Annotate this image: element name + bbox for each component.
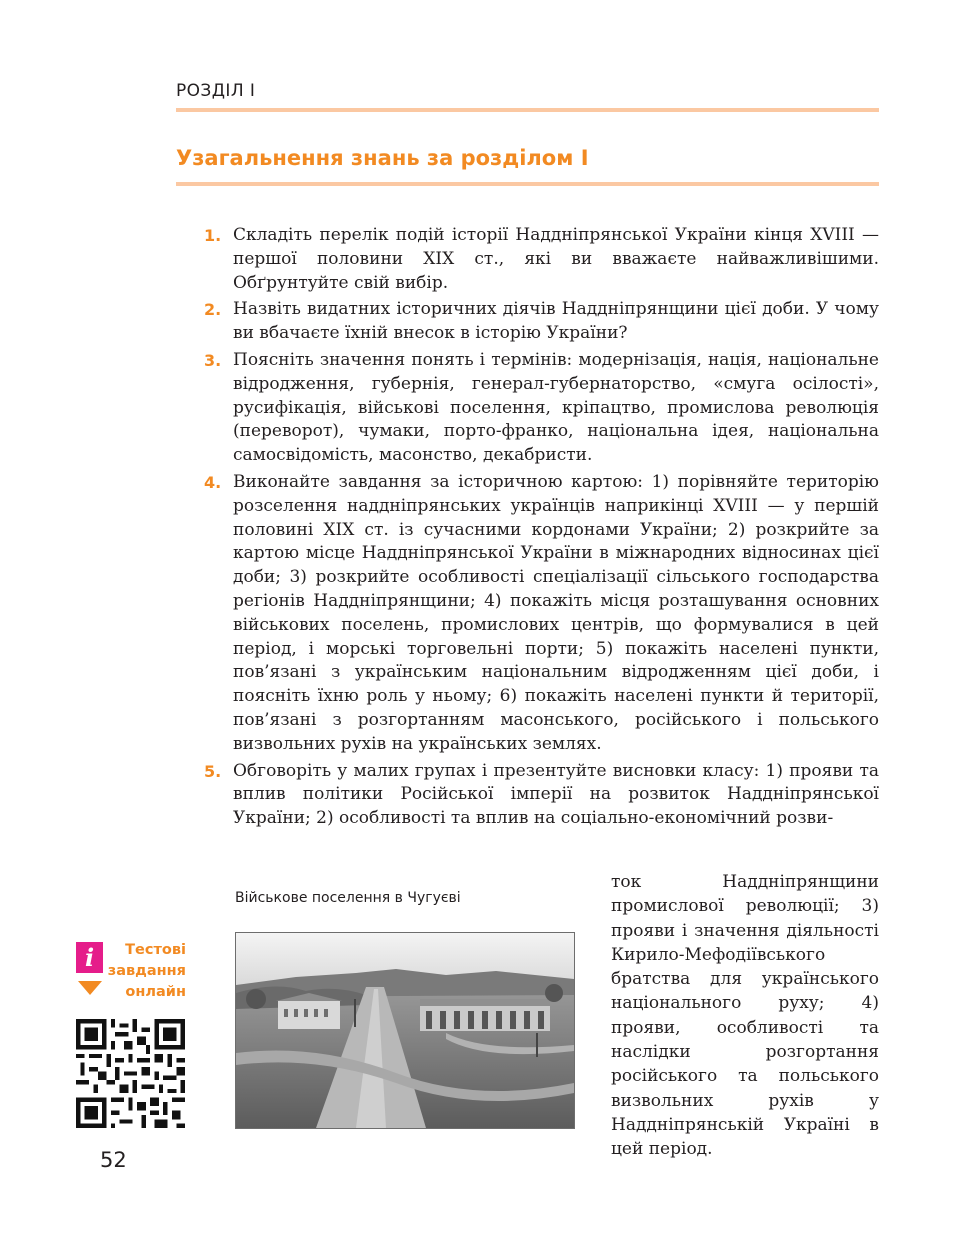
task-text: Назвіть видатних історичних діячів Наддніпрянщини цієї доби. У чому ви вбачаєте їхній внесок в історію України? [233, 299, 879, 344]
task-item [200, 298, 879, 346]
task-text: Складіть перелік подій історії Наддніпрянської України кінця XVIII — першої половини XIX ст., які ви вважаєте найважливішими. Обґрунтуйте свій вибір. [233, 225, 879, 293]
title-rule [176, 182, 879, 186]
task-text: Обговоріть у малих групах і презентуйте висновки класу: 1) прояви та вплив політики Російської імперії на розвиток Наддніпрянської України; 2) особливості та вплив на соціально-економічний розви- [233, 760, 879, 829]
chapter-label: РОЗДІЛ І [176, 81, 256, 101]
online-tests-label[interactable] [106, 940, 186, 1003]
task-item [200, 224, 879, 295]
task-number: 5. [204, 761, 222, 781]
online-tests-line: завдання [107, 963, 186, 979]
task-number: 2. [204, 300, 222, 320]
arrow-down-icon [78, 981, 102, 995]
section-title: Узагальнення знань за розділом І [176, 146, 589, 170]
task-number: 3. [204, 350, 222, 370]
task-item [200, 760, 879, 831]
online-tests-line: онлайн [125, 984, 186, 1000]
task-5-continuation: ток Наддніпрянщини промислової революції; 3) прояви і значення діяльності Кирило-Мефодіївського братства для українського національного руху; 4) прояви, особливості та наслідки розгортання російського та польського визвольних рухів у Наддніпрянській Україні в цей період. [611, 872, 879, 1160]
page-number: 52 [100, 1148, 127, 1172]
task-text: Виконайте завдання за історичною картою: 1) порівняйте територію розселення наддніпрянських українців наприкінці XVIII — у першій половині XIX ст. із сучасними кордонами України; 2) розкрийте за картою місце Наддніпрянської України в міжнародних відносинах цієї доби; 3) розкрийте особливості спеціалізації сільського господарства регіонів Наддніпрянщини; 4) покажіть місця розташування основних військових поселень, промислових центрів, що формувалися в цей період, і морські торговельні порти; 5) покажіть населені пункти, пов’язані з українським національним відродженням цієї доби, і поясніть їхню роль у ньому; 6) покажіть населені пункти й території, пов’язані з розгортанням масонського, російського і польського визвольних рухів на українських землях. [233, 471, 879, 754]
info-icon: i [76, 942, 103, 973]
historical-photo [235, 932, 575, 1129]
task-item [200, 349, 879, 468]
task-number: 4. [204, 472, 222, 492]
header-rule [176, 108, 879, 112]
task-item [200, 471, 879, 757]
task-list [200, 224, 879, 834]
figure-caption: Військове поселення в Чугуєві [235, 890, 461, 906]
qr-code-icon[interactable] [76, 1019, 185, 1128]
task-text: Поясніть значення понять і термінів: модернізація, нація, національне відродження, губернія, генерал-губернаторство, «смуга осілості», русифікація, військові поселення, кріпацтво, промислова революція (переворот), чумаки, порто-франко, національна ідея, національна самосвідомість, масонство, декабристи. [233, 349, 879, 466]
online-tests-line: Тестові [125, 942, 186, 958]
task-number: 1. [204, 226, 222, 245]
